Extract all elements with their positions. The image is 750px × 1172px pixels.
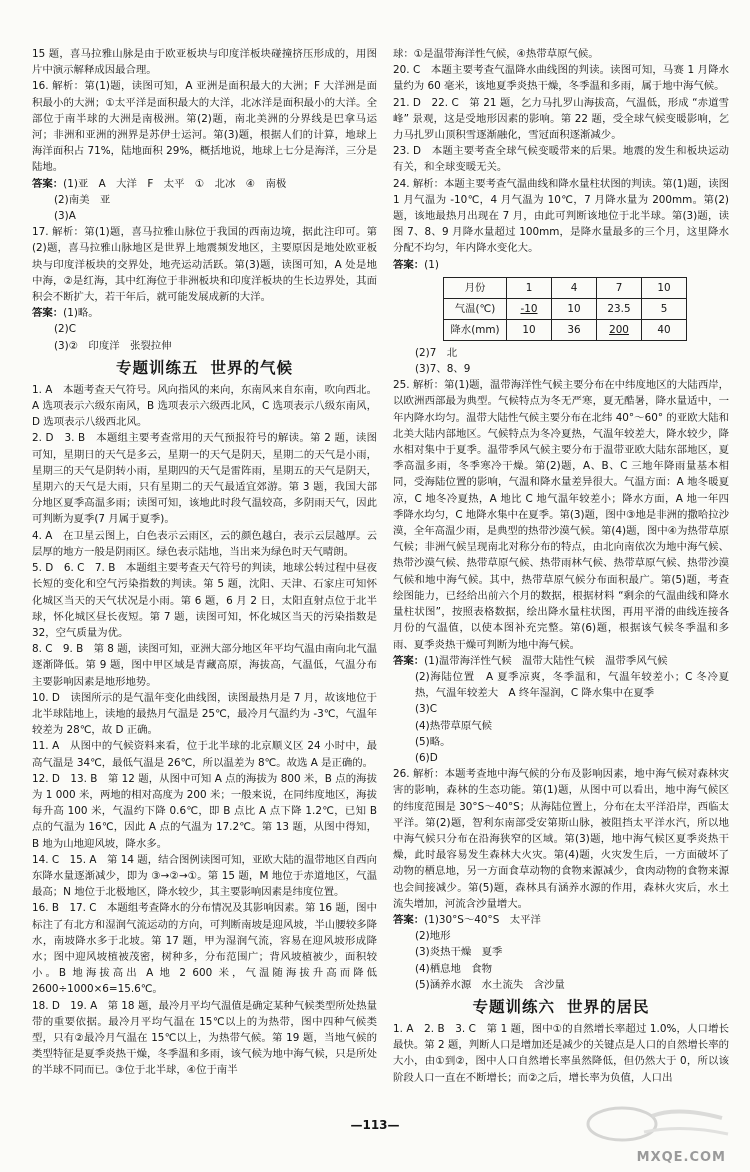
- answer-value: (5)涵养水源 水土流失 含沙量: [415, 978, 565, 991]
- answer-text: 1. A 本题考查天气符号。风向指风的来向，东南风来自东南，吹向西北。A 选项表示六级东南风，B 选项表示六级西北风，C 选项表示八级东南风，D 选项表示八级西北风。: [32, 383, 377, 429]
- answer-key: [32, 305, 377, 321]
- table-row: [444, 277, 687, 298]
- answer-value: (2)C: [54, 323, 76, 336]
- page-number: —113—: [350, 1118, 400, 1132]
- answer-value: (1)30°S～40°S 太平洋: [424, 913, 541, 926]
- answer-value: (3)C: [415, 703, 437, 716]
- filled-answer: -10: [520, 302, 538, 315]
- answer-text: 4. A 在卫星云图上，白色表示云雨区，云的颜色越白，表示云层越厚。云层厚的地方一般是阴雨区。绿色表示陆地，当出来为绿色时天气晴朗。: [32, 529, 377, 558]
- answer-value: (4)栖息地 食物: [415, 962, 493, 975]
- table-cell: 5: [642, 298, 687, 319]
- table-header-cell: 月份: [444, 277, 507, 298]
- table-header-cell: 气温(℃): [444, 298, 507, 319]
- answer-text: 15 题，喜马拉雅山脉是由于欧亚板块与印度洋板块碰撞挤压形成的，用图片中演示解释成因最合理。: [32, 48, 377, 77]
- answer-text: 23. D 本题主要考查全球气候变暖带来的后果。地震的发生和板块运动有关，和全球变暖无关。: [393, 145, 729, 174]
- answer-label: 答案：: [393, 654, 425, 667]
- answer-label: 答案：: [32, 307, 64, 320]
- answer-text: 14. C 15. A 第 14 题，结合图例读图可知，亚欧大陆的温带地区自西向东降水量逐渐减少，即为 ③→②→①。第 15 题，M 地位于赤道地区，气温最高；N 地位于北极地区，降水较少，其主要影响因素是纬度位置。: [32, 853, 377, 899]
- table-header-cell: 降水(mm): [444, 319, 507, 340]
- table-cell: 10: [642, 277, 687, 298]
- answer-value: (1)略。: [63, 307, 99, 320]
- answer-value: (4)热带草原气候: [415, 719, 493, 732]
- table-cell: 7: [597, 277, 642, 298]
- answer-text: 16. 解析：第(1)题，读图可知，A 亚洲是面积最大的大洲；F 大洋洲是面积最小的大洲；①太平洋是面积最大的大洋，北冰洋是面积最小的大洋。全部位于南半球的大洲是南极洲。第(2)题，南北美洲的分界线是巴拿马运河；非洲和亚洲的洲界是苏伊士运河。第(3)题，根据人们的计算，地球上海洋面积占 71%，陆地面积 29%，概括地说，地球上七分是海洋，三分是陆地。: [32, 80, 377, 174]
- answer-text: 20. C 本题主要考查气温降水曲线图的判读。读图可知，马赛 1 月降水量约为 60 毫米，该地夏季炎热干燥，冬季温和多雨，属于地中海气候。: [393, 64, 729, 93]
- answer-text: 24. 解析：本题主要考查气温曲线和降水量柱状图的判读。第(1)题，读图 1 月气温为 -10℃，4 月气温为 10℃，7 月降水量为 200mm。第(2)题，该地最热月出现在 7 月，由此可判断该地位于北半球。第(3)题，读图 7、8、9 月降水量超过 100mm，是降水量最多的三个月，这里降水分配不均匀，年内降水变化大。: [393, 177, 729, 255]
- answer-text: 1. A 2. B 3. C 第 1 题，图中①的自然增长率超过 1.0%，人口增长最快。第 2 题，判断人口是增加还是减少的关键点是人口的自然增长率的大小，由①到②，图中人口自然增长率虽然降低，但仍然大于 0，所以该阶段人口一直在不断增长；而②之后，增长率为负值，人口出: [393, 1022, 729, 1084]
- right-column: [393, 46, 729, 1086]
- table-cell: 23.5: [597, 298, 642, 319]
- answer-key: [32, 176, 377, 192]
- answer-label: 答案：: [393, 258, 425, 271]
- answer-value: (3)A: [54, 210, 76, 223]
- answer-text: 球：①是温带海洋性气候，④热带草原气候。: [393, 48, 599, 60]
- table-cell: 40: [642, 319, 687, 340]
- answer-text: 26. 解析：本题考查地中海气候的分布及影响因素，地中海气候对森林灾害的影响，森林的生态功能。第(1)题，从图中可以看出，地中海气候区的纬度范围是 30°S～40°S；从海陆位置上，分布在太平洋沿岸，西临太平洋。第(2)题，智利东南部受安第斯山脉，被阻挡太平洋水汽，所以地中海气候只分布在沿海狭窄的区域。第(3)题，地中海气候区夏季炎热干燥，此时最容易发生森林大火灾。第(4)题，火灾发生后，一方面破坏了动物的栖息地，另一方面食草动物的食物来源减少，食肉动物的食物来源也会间接减少。第(5)题，森林具有涵养水源的作用，森林火灾后，水土流失增加，河流含沙量增大。: [393, 768, 729, 910]
- answer-text: 8. C 9. B 第 8 题，读图可知，亚洲大部分地区年平均气温由南向北气温逐渐降低。第 9 题，图中甲区域是青藏高原，海拔高，气温低，气温分布主要影响因素是地形地势。: [32, 643, 377, 688]
- answer-label: 答案：: [393, 913, 425, 926]
- answer-value: (2)7 北: [415, 346, 458, 359]
- section-name: 世界的气候: [210, 358, 294, 377]
- table-cell: 10: [552, 298, 597, 319]
- table-cell: [507, 298, 552, 319]
- answer-value: (2)地形: [415, 930, 451, 943]
- answer-text: 12. D 13. B 第 12 题，从图中可知 A 点的海拔为 800 米，B 点的海拔为 1 000 米，两地的相对高度为 200 米；一般来说，在同纬度地区，海拔每升高 100 米，气温约下降 0.6℃，即 B 点比 A 点下降 1.2℃，已知 B 点的气温为 16℃，因此 A 点的气温为 17.2℃。第 13 题，从图中得知，B 地为山地迎风坡，降水多。: [32, 772, 377, 850]
- answer-text: 25. 解析：第(1)题，温带海洋性气候主要分布在中纬度地区的大陆西岸，以欧洲西部最为典型。气候特点为冬无严寒，夏无酷暑，降水量适中，一年内降水均匀。温带大陆性气候主要分布在北纬 40°～60° 的亚欧大陆和北美大陆内部地区。气候特点为冬冷夏热，气温年较差大，降水较少，降水相对集中于夏季。温带季风气候主要分布于温带亚欧大陆东部地区，夏季高温多雨，冬季寒冷干燥。第(2)题，A、B、C 三地年降雨量基本相同，受海陆位置的影响，气温和降水量差异很大。气温方面：A 地冬暖夏凉，C 地冬冷夏热，A 地比 C 地气温年较差小；降水方面，A 地一年四季降水均匀，C 地降水集中在夏季。第(3)题，图中③地是非洲的撒哈拉沙漠，全年高温少雨，是典型的热带沙漠气候。第(4)题，图中④为热带草原气候；非洲气候呈现南北对称分布的特点，由北向南依次为地中海气候、热带沙漠气候、热带草原气候、热带雨林气候、热带草原气候、热带沙漠气候和地中海气候。其中，热带草原气候分布面积最广。第(5)题，考查绘图能力，已经给出前六个月的数据，根据材料 “剩余的气温曲线和降水量柱状图”，按照表格数据，绘出降水量柱状图，再用平滑的曲线连接各月份的气温值，以使本图补充完整。第(6)题，根据该气候冬季温和多雨、夏季炎热干燥可判断为地中海气候。: [393, 379, 729, 651]
- section-title: [32, 357, 377, 379]
- table-row: [444, 298, 687, 319]
- answer-value: (1): [424, 258, 439, 271]
- answer-text: 18. D 19. A 第 18 题，最冷月平均气温值是确定某种气候类型所处热量带的重要依据。最冷月平均气温在 15℃以上的为热带，图中四种气候类型，只有②最冷月气温在 15℃以上，为热带气候。第 19 题，当地气候的类型特征是夏季炎热干燥，冬季温和多雨，该气候为地中海气候，只是所处的半球不同而已。③位于北半球，④位于南半: [32, 999, 377, 1077]
- answer-label: 答案：: [32, 177, 64, 190]
- section-number: 专题训练六: [472, 997, 555, 1016]
- answer-value: (3)7、8、9: [415, 363, 471, 376]
- table-cell: 10: [507, 319, 552, 340]
- answer-key: [393, 912, 729, 928]
- answer-text: 11. A 从图中的气候资料来看，位于北半球的北京顺义区 24 小时中，最高气温是 34℃，最低气温是 26℃，所以温差为 8℃。故选 A 是正确的。: [32, 740, 377, 769]
- section-title: [393, 996, 729, 1018]
- answer-key: [393, 257, 729, 273]
- watermark-text: MXQE.COM: [636, 1149, 726, 1165]
- answer-text: 2. D 3. B 本题组主要考查常用的天气预报符号的解读。第 2 题，读图可知，星期日的天气是多云，星期一的天气是阴天，星期二的天气是小雨，星期三的天气是阴转小雨，星期四的天气是雷阵雨，星期五的天气是阴天，星期六的天气是大雨，只有星期二的天气最适宜郊游。第 3 题，我国大部分地区夏季高温多雨；读图可知，该地此时段气温较高，多阴雨天气，因此可判断为夏季(7 月属于夏季)。: [32, 432, 377, 526]
- table-cell: 36: [552, 319, 597, 340]
- answer-value: (5)略。: [415, 735, 451, 748]
- answer-value: (2)南美 亚: [54, 193, 111, 206]
- answer-text: 10. D 读图所示的是气温年变化曲线图，读图最热月是 7 月，故该地位于北半球陆地上，读地的最热月气温是 25℃，最冷月气温约为 -3℃，气温年较差为 28℃，故 D 正确。: [32, 691, 377, 737]
- answer-value: (3)② 印度洋 张裂拉伸: [54, 339, 172, 352]
- answer-text: 17. 解析：第(1)题，喜马拉雅山脉位于我国的西南边境，据此注印可。第(2)题，喜马拉雅山脉地区是世界上地震频发地区，主要原因是地处欧亚板块与印度洋板块的交界处，地壳运动活跃。第(3)题，读图可知，A 处是地中海，②是红海，其中红海位于非洲板块和印度洋板块的生长边界处，其面积会不断扩大，若干年后，就可能发展成新的大洋。: [32, 226, 377, 304]
- answer-value: (1)温带海洋性气候 温带大陆性气候 温带季风气候: [424, 654, 668, 667]
- table-cell: [597, 319, 642, 340]
- answer-text: 21. D 22. C 第 21 题，乞力马扎罗山海拔高，气温低，形成 “赤道雪峰” 景观，这是受地形因素的影响。第 22 题，受全球气候变暖影响，乞力马扎罗山顶积雪逐渐融化，雪冠面积逐渐减少。: [393, 96, 729, 142]
- answer-key: [393, 653, 729, 669]
- left-column: [32, 46, 377, 1079]
- answer-text: 5. D 6. C 7. B 本题组主要考查天气符号的判读，地球公转过程中昼夜长短的变化和空气污染指数的判读。第 5 题，沈阳、天津、石家庄可知怀化城区当天的天气状况是小雨。第 6 题，6 月 2 日，太阳直射点位于北半球，怀化城区昼长夜短。第 7 题，读图可知，怀化城区当天的污染指数是 32，空气质量为优。: [32, 562, 377, 639]
- climate-table: [443, 277, 687, 341]
- answer-value: (6)D: [415, 751, 438, 764]
- section-number: 专题训练五: [115, 358, 199, 377]
- answer-text: 16. B 17. C 本题组考查降水的分布情况及其影响因素。第 16 题，图中标注了有北方和湿润气流运动的方向，可判断南坡是迎风坡，半山腰较多降水，南坡降水多于北坡。第 17 题，甲为湿润气流，容易在迎风坡形成降水；图中迎风坡植被茂密，树种多，分布范围广；背风坡植被少，面积较小。B 地海拔高出 A 地 2 600 米，气温随海拔升高而降低 2600÷1000×6=15.6℃。: [32, 902, 377, 996]
- table-cell: 4: [552, 277, 597, 298]
- answer-value: (2)海陆位置 A 夏季凉爽，冬季温和，气温年较差小；C 冬冷夏热，气温年较差大 A 终年湿润，C 降水集中在夏季: [415, 670, 729, 700]
- answer-value: (3)炎热干燥 夏季: [415, 946, 503, 959]
- filled-answer: 200: [609, 323, 629, 336]
- table-row: [444, 319, 687, 340]
- section-name: 世界的居民: [567, 997, 650, 1016]
- table-cell: 1: [507, 277, 552, 298]
- answer-value: (1)亚 A 大洋 F 太平 ① 北冰 ④ 南极: [63, 177, 287, 190]
